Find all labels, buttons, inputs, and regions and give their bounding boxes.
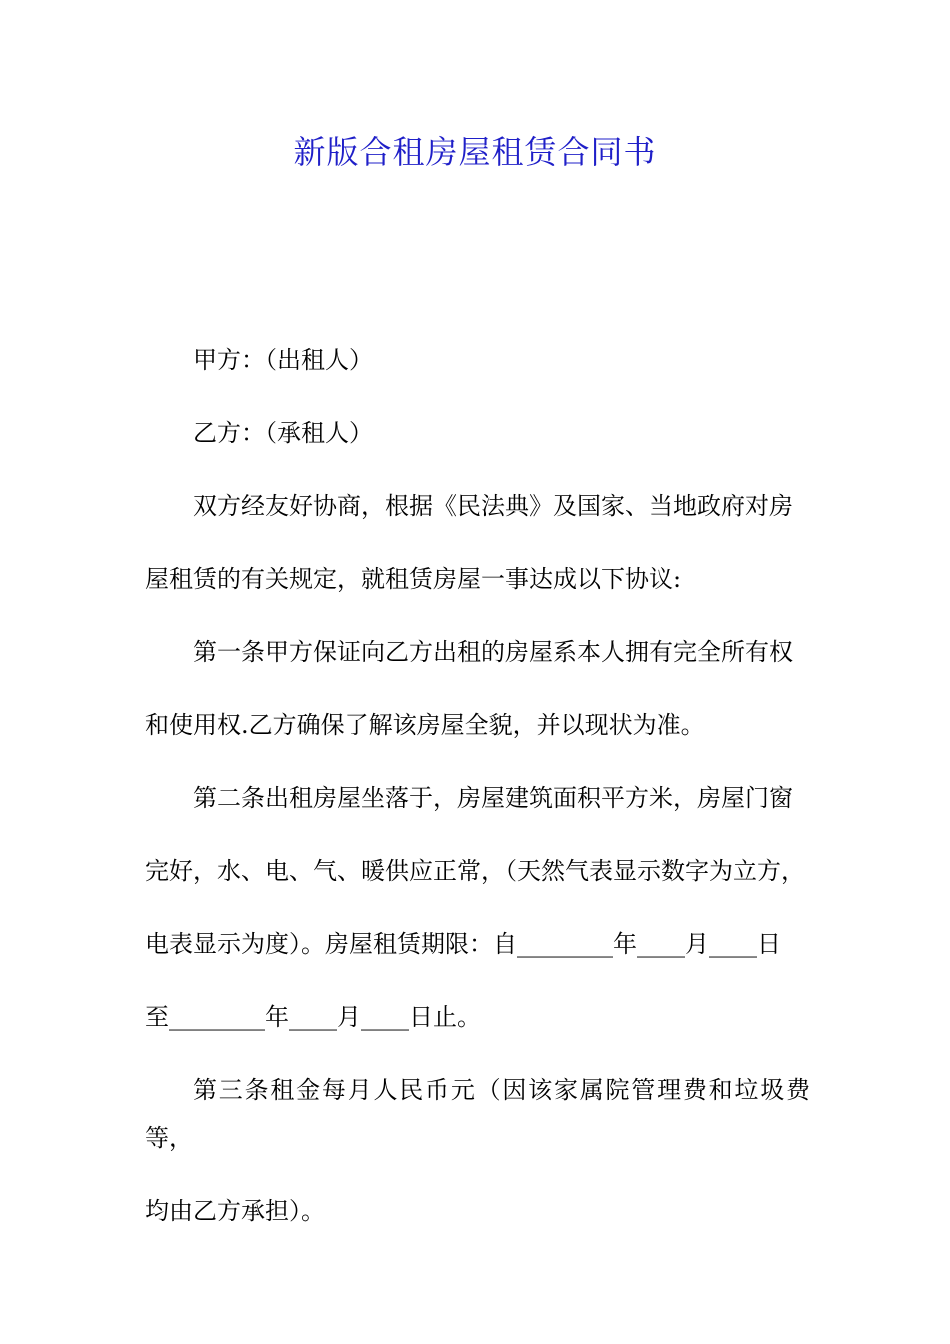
article-2-line-1: 第二条出租房屋坐落于，房屋建筑面积平方米，房屋门窗 [193,784,793,812]
article-1-line-1: 第一条甲方保证向乙方出租的房屋系本人拥有完全所有权 [193,638,793,666]
article-3-line-2: 均由乙方承担）。 [145,1197,325,1225]
party-a-line [145,336,810,384]
article-2-line-3: 电表显示为度）。房屋租赁期限：自________年____月____日 [145,930,781,958]
article-3-line-1: 第三条租金每月人民币元（因该家属院管理费和垃圾费等， [145,1076,810,1152]
intro-paragraph [145,482,810,603]
article-3-paragraph [145,1066,810,1235]
party-b-line [145,409,810,457]
party-b-text: 乙方：（承租人） [193,419,373,447]
intro-line-2: 屋租赁的有关规定，就租赁房屋一事达成以下协议: [145,565,682,593]
intro-line-1: 双方经友好协商，根据《民法典》及国家、当地政府对房 [193,492,793,520]
article-1-paragraph [145,628,810,749]
article-1-line-2: 和使用权.乙方确保了解该房屋全貌，并以现状为准。 [145,711,705,739]
party-a-text: 甲方：（出租人） [193,346,373,374]
document-title: 新版合租房屋租赁合同书 [293,133,657,171]
article-2-line-4: 至________年____月____日止。 [145,1003,481,1031]
article-2-paragraph [145,774,810,1041]
article-2-line-2: 完好，水、电、气、暖供应正常，（天然气表显示数字为立方， [145,857,805,885]
document-body [145,336,810,1260]
